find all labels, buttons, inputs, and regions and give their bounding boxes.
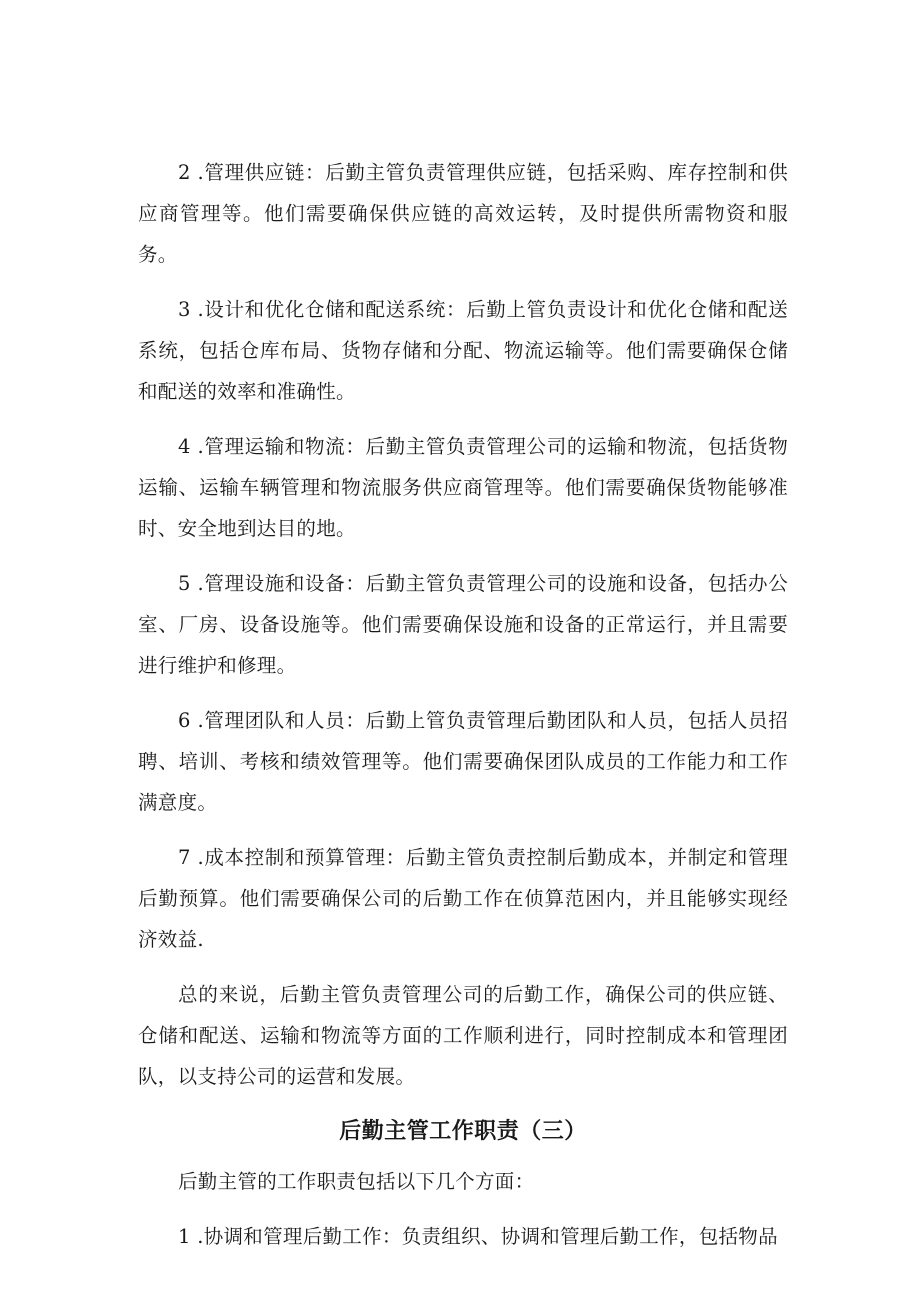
paragraph-intro: 后勤主管的工作职责包括以下几个方面： xyxy=(178,1170,535,1193)
paragraph-coordination: 1 .协调和管理后勤工作：负责组织、协调和管理后勤工作，包括物品 xyxy=(178,1225,778,1248)
section-title: 后勤主管工作职责（三） xyxy=(339,1118,587,1144)
document-page xyxy=(138,152,788,1271)
paragraph-supply-chain: 2 .管理供应链：后勤主管负责管理供应链，包括采购、库存控制和供应商管理等。他们需要确保供应链的高效运转，及时提供所需物资和服务。 xyxy=(138,161,788,266)
paragraph-budget: 7 .成本控制和预算管理：后勤主管负责控制后勤成本，并制定和管理后勤预算。他们需要确保公司的后勤工作在侦算范困内，并且能够实现经济效益. xyxy=(138,846,788,951)
paragraph-transport: 4 .管理运输和物流：后勤主管负责管理公司的运输和物流，包括货物运输、运输车辆管理和物流服务供应商管理等。他们需要确保货物能够准时、安全地到达目的地。 xyxy=(138,435,788,540)
paragraph-summary: 总的来说，后勤主管负责管理公司的后勤工作，确保公司的供应链、仓储和配送、运输和物流等方面的工作顺利进行，同时控制成本和管理团队，以支持公司的运营和发展。 xyxy=(138,983,788,1088)
paragraph-warehouse: 3 .设计和优化仓储和配送系统：后勤上管负责设计和优化仓储和配送系统，包括仓库布局、货物存储和分配、物流运输等。他们需要确保仓储和配送的效率和准确性。 xyxy=(138,298,788,403)
paragraph-facilities: 5 .管理设施和设备：后勤主管负责管理公司的设施和设备，包括办公室、厂房、设备设施等。他们需要确保设施和设备的正常运行，并且需要进行维护和修理。 xyxy=(138,572,788,677)
paragraph-team: 6 .管理团队和人员：后勤上管负责管理后勤团队和人员，包括人员招聘、培训、考核和绩效管理等。他们需要确保团队成员的工作能力和工作满意度。 xyxy=(138,709,788,814)
